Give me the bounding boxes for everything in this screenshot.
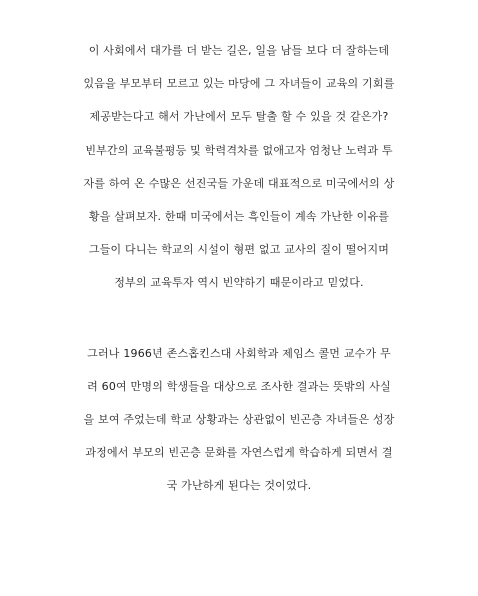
text-line: 려 60여 만명의 학생들을 대상으로 조사한 결과는 뜻밖의 사실	[87, 379, 391, 393]
text-line: 황을 살펴보자. 한때 미국에서는 흑인들이 계속 가난한 이유를	[88, 209, 390, 223]
text-line: 정부의 교육투자 역시 빈약하기 때문이라고 믿었다.	[114, 276, 364, 290]
text-line: 그러나 1966년 존스홉킨스대 사회학과 제임스 콜먼 교수가 무	[87, 346, 391, 360]
paragraph-spacer	[0, 300, 478, 337]
text-line: 그들이 다니는 학교의 시설이 형편 없고 교사의 질이 떨어지며	[88, 243, 390, 257]
text-line: 제공받는다고 해서 가난에서 모두 탈출 할 수 있을 것 같은가?	[89, 110, 389, 124]
paragraph-2	[0, 337, 478, 503]
text-line: 자를 하여 온 수많은 선진국들 가운데 대표적으로 미국에서의 상	[83, 176, 395, 190]
text-line: 을 보여 주었는데 학교 상황과는 상관없이 빈곤층 자녀들은 성장	[83, 412, 395, 426]
text-line: 과정에서 부모의 빈곤층 문화를 자연스럽게 학습하게 되면서 결	[85, 446, 393, 460]
paragraph-1	[0, 34, 478, 300]
text-line: 빈부간의 교육불평등 및 학력격차를 없애고자 엄청난 노력과 투	[85, 143, 393, 157]
text-line: 있음을 부모부터 모르고 있는 마당에 그 자녀들이 교육의 기회를	[83, 77, 395, 91]
text-line: 국 가난하게 된다는 것이었다.	[166, 479, 312, 493]
text-line: 이 사회에서 대가를 더 받는 길은, 일을 남들 보다 더 잘하는데	[88, 44, 390, 57]
